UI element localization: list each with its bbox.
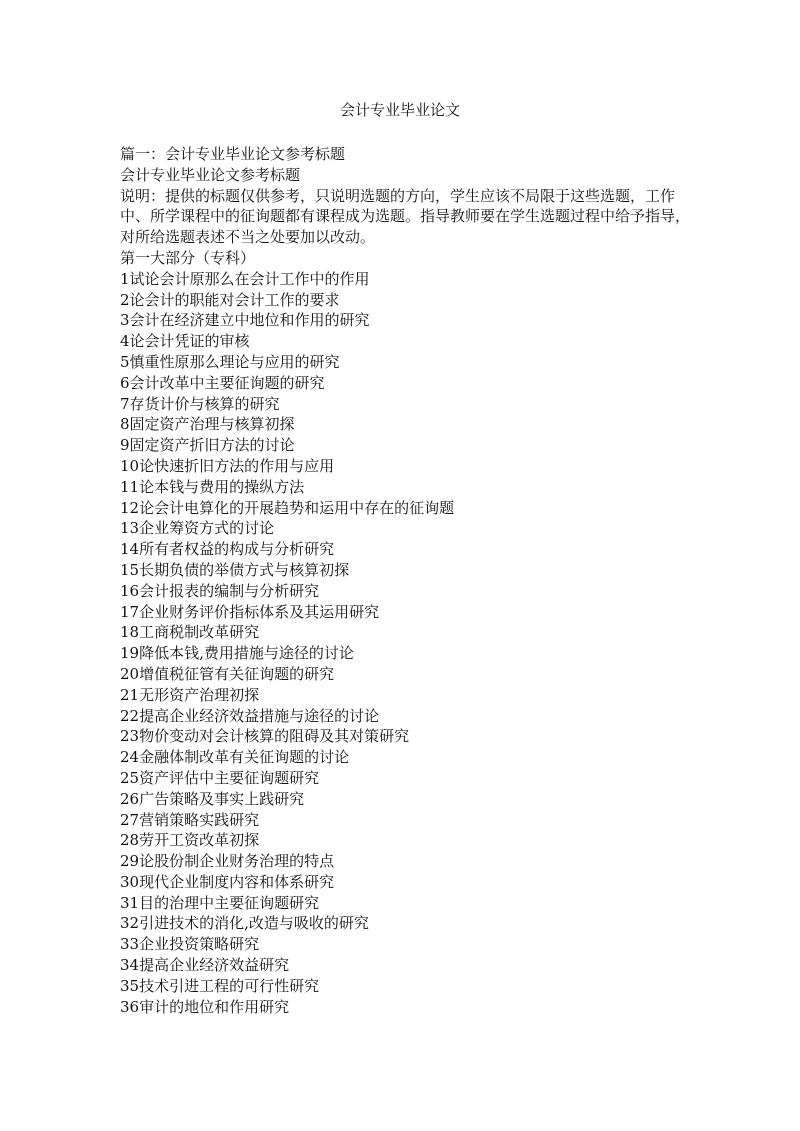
list-item: 36审计的地位和作用研究 — [120, 997, 290, 1016]
list-item: 35技术引进工程的可行性研究 — [120, 976, 320, 995]
list-item: 19降低本钱,费用措施与途径的讨论 — [120, 644, 354, 663]
topic-list — [120, 269, 700, 1018]
list-item: 24金融体制改革有关征询题的讨论 — [120, 748, 350, 767]
list-item: 14所有者权益的构成与分析研究 — [120, 540, 335, 559]
list-item: 11论本钱与费用的操纵方法 — [120, 477, 305, 496]
list-item: 20增值税征管有关征询题的研究 — [120, 664, 335, 683]
list-item: 21无形资产治理初探 — [120, 685, 260, 704]
list-item: 4论会计凭证的审核 — [120, 332, 250, 351]
subheading: 会计专业毕业论文参考标题 — [120, 165, 301, 184]
list-item: 2论会计的职能对会计工作的要求 — [120, 290, 340, 309]
list-item: 18工商税制改革研究 — [120, 623, 260, 642]
list-item: 23物价变动对会计核算的阻碍及其对策研究 — [120, 727, 410, 746]
list-item: 16会计报表的编制与分析研究 — [120, 581, 320, 600]
list-item: 27营销策略实践研究 — [120, 810, 260, 829]
list-item: 30现代企业制度内容和体系研究 — [120, 872, 335, 891]
note-paragraph: 说明：提供的标题仅供参考，只说明选题的方向，学生应该不局限于这些选题，工作中、所学课程中的征询题都有课程成为选题。指导教师要在学生选题过程中给予指导，对所给选题表述不当之处要加以改动。 — [120, 186, 691, 247]
list-item: 13企业筹资方式的讨论 — [120, 519, 275, 538]
list-item: 17企业财务评价指标体系及其运用研究 — [120, 602, 380, 621]
part-heading: 篇一：会计专业毕业论文参考标题 — [120, 145, 346, 163]
list-item: 5慎重性原那么理论与应用的研究 — [120, 352, 340, 371]
list-item: 26广告策略及事实上践研究 — [120, 789, 305, 808]
document-title: 会计专业毕业论文 — [339, 101, 460, 119]
list-item: 12论会计电算化的开展趋势和运用中存在的征询题 — [120, 498, 455, 517]
list-item: 6会计改革中主要征询题的研究 — [120, 373, 325, 392]
list-item: 29论股份制企业财务治理的特点 — [120, 852, 335, 871]
list-item: 7存货计价与核算的研究 — [120, 394, 280, 413]
list-item: 33企业投资策略研究 — [120, 935, 260, 954]
list-item: 15长期负债的举债方式与核算初探 — [120, 560, 350, 579]
list-item: 8固定资产治理与核算初探 — [120, 415, 295, 434]
document-body — [120, 144, 700, 1017]
list-item: 34提高企业经济效益研究 — [120, 956, 290, 975]
list-item: 22提高企业经济效益措施与途径的讨论 — [120, 706, 380, 725]
list-item: 25资产评估中主要征询题研究 — [120, 768, 320, 787]
list-item: 10论快速折旧方法的作用与应用 — [120, 456, 335, 475]
list-item: 28劳开工资改革初探 — [120, 831, 260, 850]
list-item: 32引进技术的消化,改造与吸收的研究 — [120, 914, 369, 933]
list-item: 9固定资产折旧方法的讨论 — [120, 436, 295, 455]
list-item: 3会计在经济建立中地位和作用的研究 — [120, 311, 370, 330]
list-item: 1试论会计原那么在会计工作中的作用 — [120, 269, 370, 288]
list-item: 31目的治理中主要征询题研究 — [120, 893, 320, 912]
section-heading: 第一大部分（专科） — [120, 248, 256, 267]
